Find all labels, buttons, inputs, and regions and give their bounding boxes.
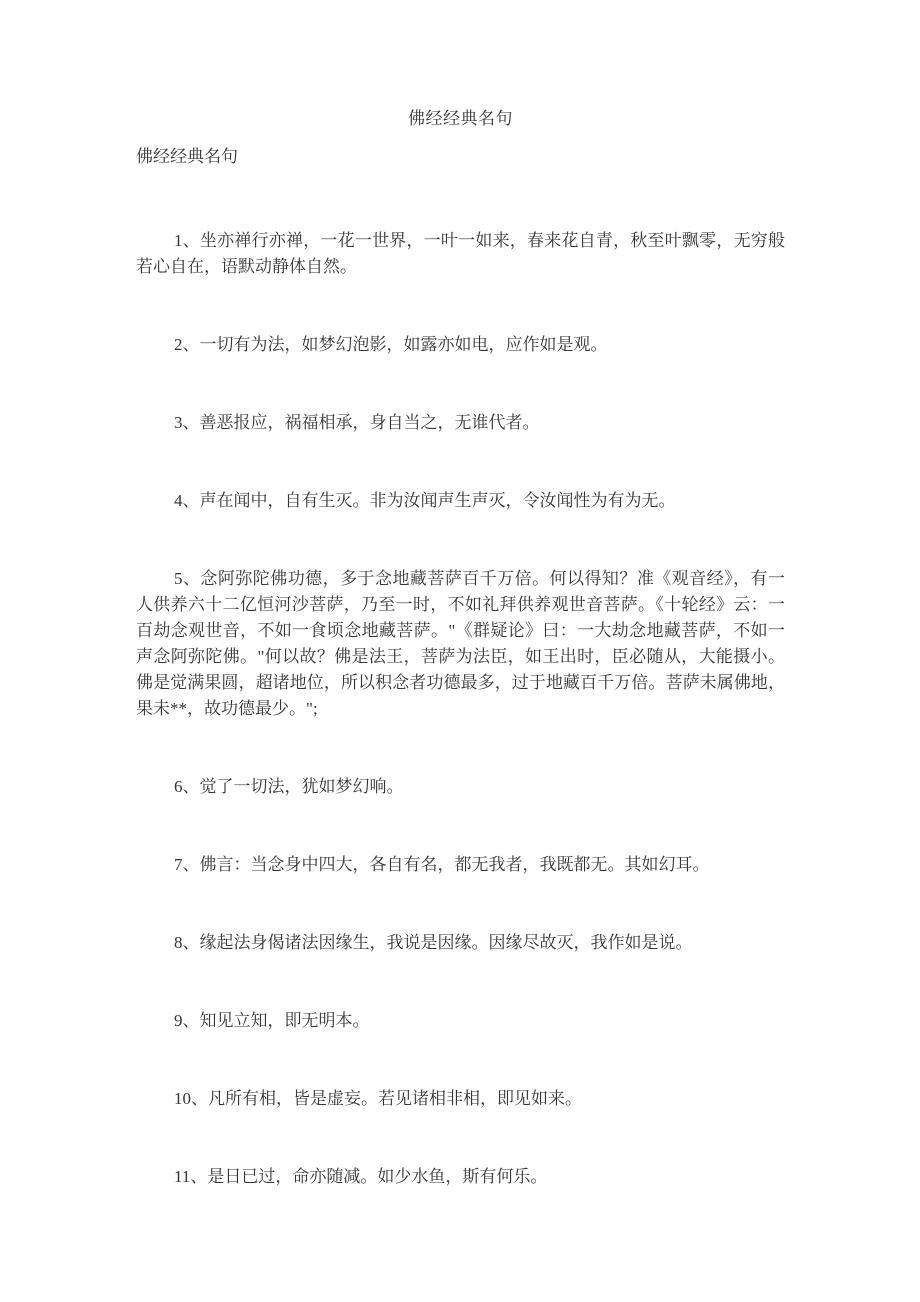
quote-paragraph-11: 11、是日已过，命亦随减。如少水鱼，斯有何乐。 — [174, 1167, 548, 1186]
quote-paragraph-8: 8、缘起法身偈诸法因缘生，我说是因缘。因缘尽故灭，我作如是说。 — [174, 933, 693, 952]
quote-paragraph-3: 3、善恶报应，祸福相承，身自当之，无谁代者。 — [174, 413, 540, 432]
quote-paragraph-9: 9、知见立知，即无明本。 — [174, 1011, 370, 1030]
quote-paragraph-7: 7、佛言：当念身中四大，各自有名，都无我者，我既都无。其如幻耳。 — [174, 855, 710, 874]
quote-paragraph-5: 5、念阿弥陀佛功德，多于念地藏菩萨百千万倍。何以得知？准《观音经》，有一人供养六十二亿恒河沙菩萨，乃至一时，不如礼拜供养观世音菩萨。《十轮经》云：一百劫念观世音，不如一食顷念地藏菩萨。"《群疑论》曰：一大劫念地藏菩萨，不如一声念阿弥陀佛。"何以故？佛是法王，菩萨为法臣，如王出时，臣必随从，大能摄小。佛是觉满果圆，超诸地位，所以积念者功德最多，过于地藏百千万倍。菩萨未属佛地，果未**，故功德最少。"; — [136, 569, 785, 718]
quote-paragraph-6: 6、觉了一切法，犹如梦幻响。 — [174, 777, 404, 796]
page-title: 佛经经典名句 — [408, 109, 513, 128]
quote-paragraph-2: 2、一切有为法，如梦幻泡影，如露亦如电，应作如是观。 — [174, 335, 608, 354]
quote-paragraph-4: 4、声在闻中，自有生灭。非为汝闻声生声灭，令汝闻性为有为无。 — [174, 491, 676, 510]
quote-paragraph-1: 1、坐亦禅行亦禅，一花一世界，一叶一如来，春来花自青，秋至叶飘零，无穷般若心自在，语默动静体自然。 — [136, 231, 785, 276]
quote-paragraph-10: 10、凡所有相，皆是虚妄。若见诸相非相，即见如来。 — [174, 1089, 582, 1108]
document-subtitle: 佛经经典名句 — [136, 147, 238, 166]
